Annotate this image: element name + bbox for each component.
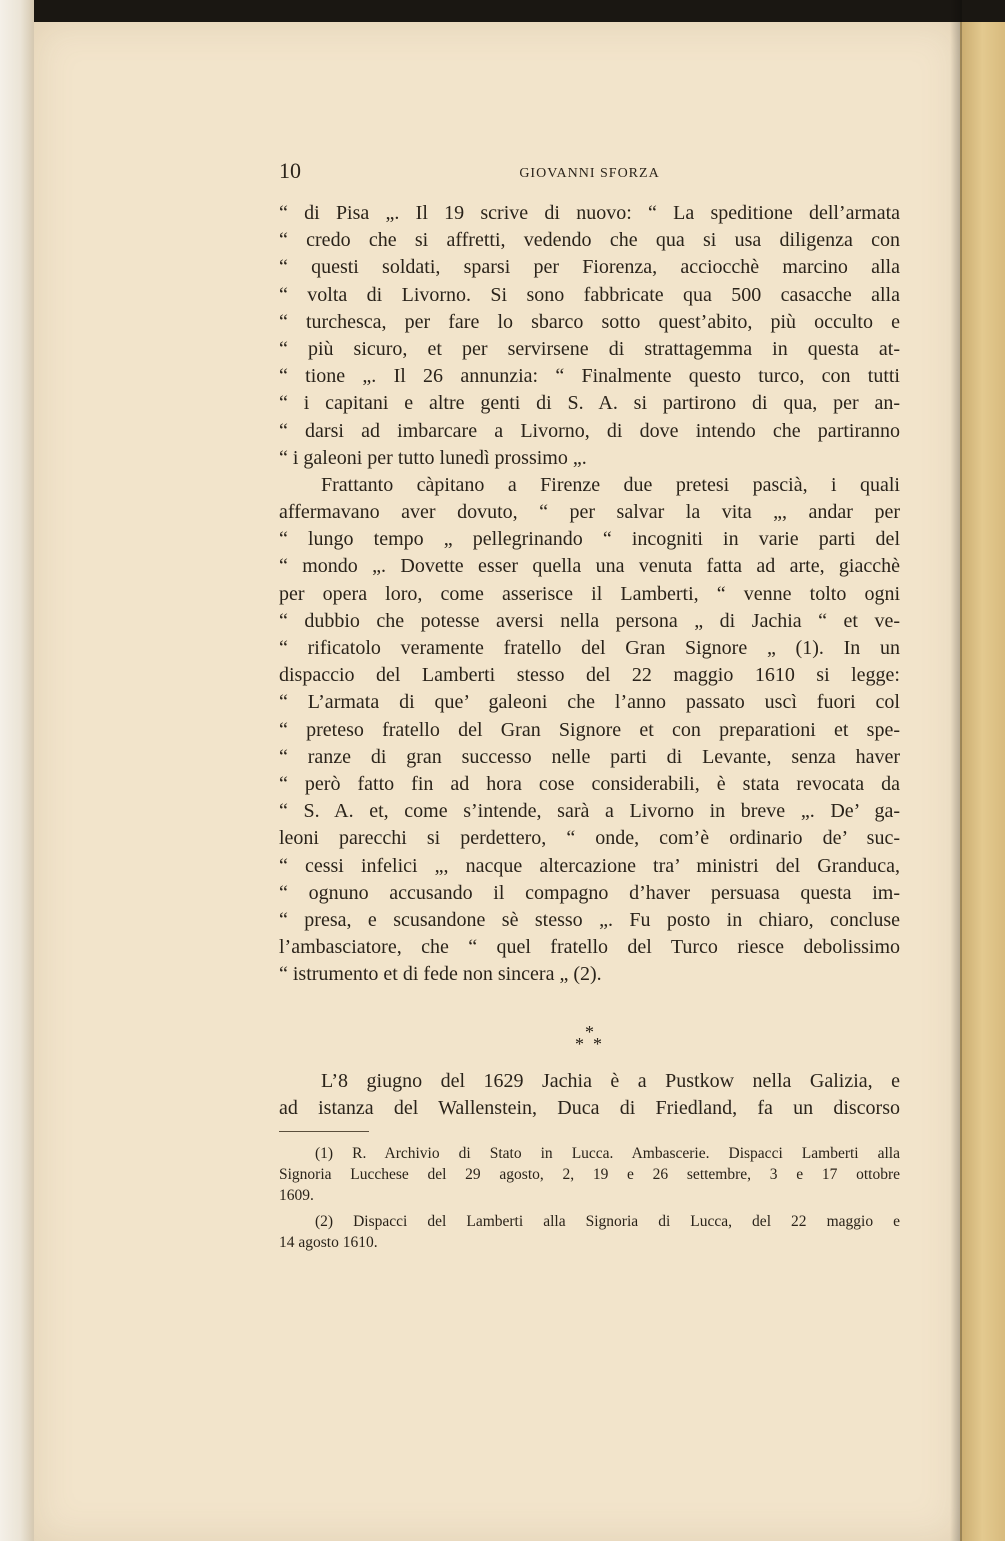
text-line: ad istanza del Wallenstein, Duca di Friedland, fa un discorso [279,1097,900,1120]
text-line: “ S. A. et, come s’intende, sarà a Livorno in breve „. De’ ga- [279,800,900,823]
footnote-line: (1) R. Archivio di Stato in Lucca. Ambascerie. Dispacci Lamberti alla [315,1145,900,1162]
text-line: “ darsi ad imbarcare a Livorno, di dove intendo che partiranno [279,419,900,442]
text-line: “ più sicuro, et per servirsene di strattagemma in questa at- [279,337,900,360]
spine-shadow [950,0,962,1541]
asterisk: * [585,1022,594,1042]
page-number: 10 [279,158,301,183]
text-line: “ volta di Livorno. Si sono fabbricate qua 500 casacche alla [279,283,900,306]
text-line: “ i galeoni per tutto lunedì prossimo „. [279,446,587,469]
text-line: “ i capitani e altre genti di S. A. si partirono di qua, per an- [279,392,900,415]
text-line: affermavano aver dovuto, “ per salvar la vita „, andar per [279,501,900,524]
text-line: L’8 giugno del 1629 Jachia è a Pustkow nella Galizia, e [321,1070,900,1092]
text-line: “ L’armata di que’ galeoni che l’anno passato uscì fuori col [279,691,900,714]
text-line: per opera loro, come asserisce il Lamberti, “ venne tolto ogni [279,582,900,605]
text-line: “ ognuno accusando il compagno d’haver persuasa questa im- [279,881,900,904]
text-line: “ questi soldati, sparsi per Fiorenza, acciocchè marcino alla [279,256,900,279]
text-line: “ tione „. Il 26 annunzia: “ Finalmente questo turco, con tutti [279,365,900,388]
text-line: “ di Pisa „. Il 19 scrive di nuovo: “ La speditione dell’armata [279,202,900,224]
main-text [279,200,900,988]
section-break-asterism [565,1022,605,1056]
asterisk: * [575,1034,584,1054]
left-page-edge [0,0,34,1541]
text-line: “ turchesca, per fare lo sbarco sotto quest’abito, più occulto e [279,310,900,333]
text-line: “ cessi infelici „, nacque altercazione tra’ ministri del Granduca, [279,854,900,877]
footnote-line: 1609. [279,1187,314,1204]
text-line: “ rificatolo veramente fratello del Gran Signore „ (1). In un [279,637,900,659]
running-head: GIOVANNI SFORZA [519,166,660,181]
footnote-line: (2) Dispacci del Lamberti alla Signoria di Lucca, del 22 maggio e [315,1213,900,1230]
page-header [279,158,900,188]
footnote-line: 14 agosto 1610. [279,1234,378,1251]
text-line: “ credo che si affretti, vedendo che qua si usa diligenza con [279,229,900,252]
text-line: “ ranze di gran successo nelle parti di Levante, senza haver [279,745,900,768]
text-line: “ presa, e scusandone sè stesso „. Fu posto in chiaro, concluse [279,908,900,931]
text-line: Frattanto càpitano a Firenze due pretesi pascià, i quali [321,473,900,496]
text-line: “ mondo „. Dovette esser quella una venuta fatta ad arte, giacchè [279,555,900,578]
next-page-edge [960,22,1005,1541]
footnote-line: Signoria Lucchese del 29 agosto, 2, 19 e 26 settembre, 3 e 17 ottobre [279,1166,900,1183]
footnote-divider [279,1131,369,1132]
asterisk: * [593,1034,602,1054]
text-line: dispaccio del Lamberti stesso del 22 maggio 1610 si legge: [279,664,900,687]
text-line: “ lungo tempo „ pellegrinando “ incogniti in varie parti del [279,528,900,551]
text-line: “ però fatto fin ad hora cose considerabili, è stata revocata da [279,772,900,795]
text-line: “ preteso fratello del Gran Signore et con preparationi et spe- [279,718,900,741]
text-line: “ dubbio che potesse aversi nella persona „ di Jachia “ et ve- [279,609,900,632]
main-text-continued [279,1068,900,1122]
text-line: l’ambasciatore, che “ quel fratello del Turco riesce debolissimo [279,936,900,959]
footnotes [279,1143,900,1253]
text-line: leoni parecchi si perdettero, “ onde, com’è ordinario de’ suc- [279,827,900,850]
text-line: “ istrumento et di fede non sincera „ (2). [279,963,602,986]
